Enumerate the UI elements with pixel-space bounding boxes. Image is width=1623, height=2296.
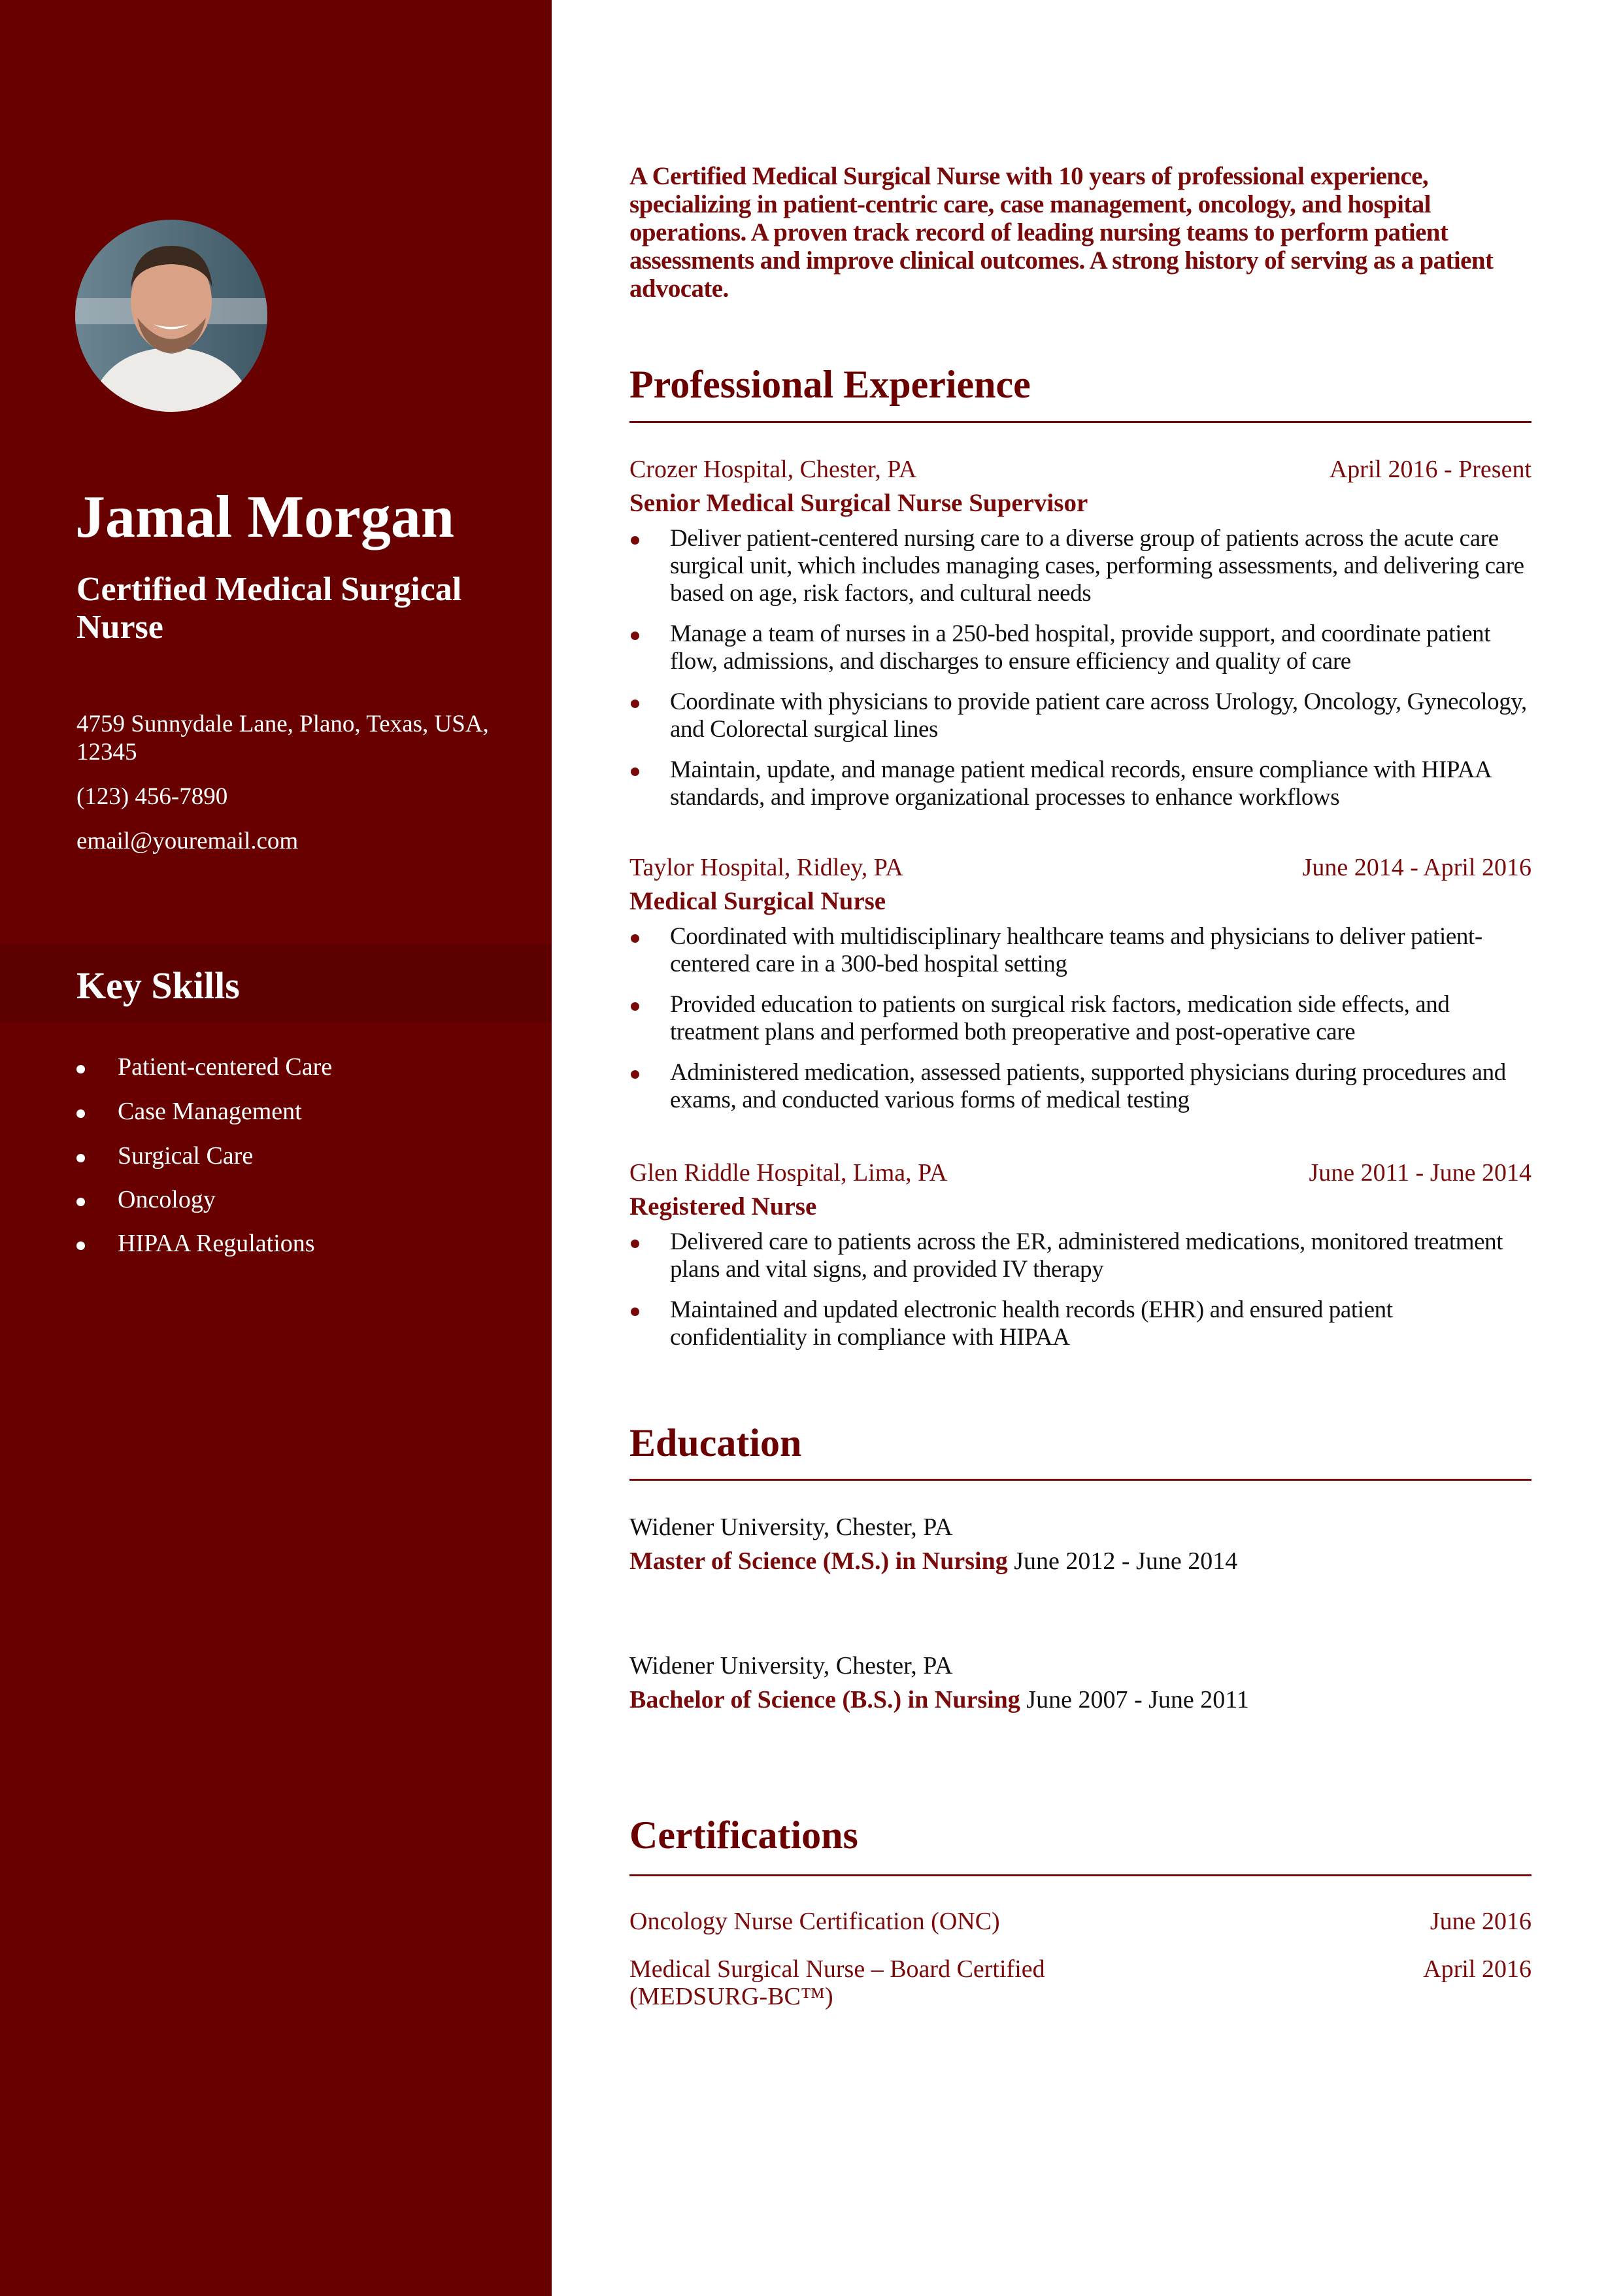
education-entry xyxy=(629,1649,1531,1717)
school: Widener University, Chester, PA xyxy=(629,1652,953,1680)
bullet-icon xyxy=(631,700,639,708)
candidate-name: Jamal Morgan xyxy=(75,483,455,550)
certification-name: Oncology Nurse Certification (ONC) xyxy=(629,1908,1000,1935)
degree: Bachelor of Science (B.S.) in Nursing xyxy=(629,1686,1020,1714)
bullet-icon xyxy=(631,934,639,943)
skills-heading: Key Skills xyxy=(76,964,240,1007)
job-bullet xyxy=(629,1228,1531,1283)
job-bullets xyxy=(629,525,1531,811)
bullet-icon xyxy=(631,632,639,640)
job-bullet xyxy=(629,756,1531,811)
job-dates: June 2014 - April 2016 xyxy=(1302,854,1531,881)
job-title: Senior Medical Surgical Nurse Supervisor xyxy=(629,489,1088,517)
bullet-text: Coordinated with multidisciplinary healthcare teams and physicians to deliver patient-centered care in a 300-bed hospital setting xyxy=(670,923,1482,977)
bullet-text: Delivered care to patients across the ER, administered medications, monitored treatment plans and vital signs, and provided IV therapy xyxy=(670,1228,1503,1283)
education-dates: June 2012 - June 2014 xyxy=(1014,1547,1238,1575)
divider xyxy=(629,1479,1531,1481)
email: email@youremail.com xyxy=(76,828,299,854)
profile-photo xyxy=(75,220,267,412)
job-entry xyxy=(629,851,1531,1127)
certification-entry xyxy=(629,1955,1531,2010)
bullet-icon xyxy=(631,536,639,545)
summary: A Certified Medical Surgical Nurse with 10 years of professional experience, specializing in patient-centric care, case management, oncology, and hospital operations. A proven track record of leading nursing teams to perform patient assessments and improve clinical outcomes. A strong history of serving as a patient advocate. xyxy=(629,162,1494,303)
education-heading: Education xyxy=(629,1421,802,1464)
certification-date: April 2016 xyxy=(1423,1955,1531,1983)
bullet-icon xyxy=(631,1308,639,1316)
job-bullet xyxy=(629,620,1531,675)
sidebar xyxy=(0,0,552,2296)
bullet-icon xyxy=(76,1241,85,1250)
education-dates: June 2007 - June 2011 xyxy=(1026,1686,1249,1714)
bullet-icon xyxy=(76,1154,85,1162)
bullet-icon xyxy=(631,1240,639,1248)
bullet-icon xyxy=(631,768,639,776)
job-bullet xyxy=(629,923,1531,978)
job-bullet xyxy=(629,688,1531,743)
job-title: Registered Nurse xyxy=(629,1192,817,1221)
bullet-text: Coordinate with physicians to provide patient care across Urology, Oncology, Gynecology, and Colorectal surgical lines xyxy=(670,688,1527,743)
divider xyxy=(629,1874,1531,1876)
job-title: Medical Surgical Nurse xyxy=(629,887,886,915)
job-dates: June 2011 - June 2014 xyxy=(1309,1159,1531,1187)
certifications-heading: Certifications xyxy=(629,1814,858,1857)
certification-name: Medical Surgical Nurse – Board Certified (MEDSURG-BC™) xyxy=(629,1955,1045,2010)
bullet-icon xyxy=(76,1198,85,1206)
job-bullets xyxy=(629,923,1531,1114)
experience-heading: Professional Experience xyxy=(629,363,1031,406)
education-entry xyxy=(629,1510,1531,1578)
skill-item: Surgical Care xyxy=(76,1141,253,1170)
phone: (123) 456-7890 xyxy=(76,783,228,810)
bullet-text: Deliver patient-centered nursing care to a diverse group of patients across the acute care surgical unit, which includes managing cases, performing assessments, and delivering care based on age, risk factors, and cultural needs xyxy=(670,525,1524,607)
certification-entry xyxy=(629,1908,1531,1935)
bullet-text: Maintained and updated electronic health records (EHR) and ensured patient confidentiality in compliance with HIPAA xyxy=(670,1296,1393,1351)
employer: Glen Riddle Hospital, Lima, PA xyxy=(629,1159,948,1187)
job-dates: April 2016 - Present xyxy=(1329,456,1531,483)
skill-item: HIPAA Regulations xyxy=(76,1229,315,1258)
job-bullet xyxy=(629,525,1531,607)
bullet-text: Manage a team of nurses in a 250-bed hospital, provide support, and coordinate patient flow, admissions, and discharges to ensure efficiency and quality of care xyxy=(670,620,1491,675)
job-bullet xyxy=(629,1059,1531,1114)
bullet-icon xyxy=(631,1070,639,1079)
bullet-text: Administered medication, assessed patients, supported physicians during procedures and exams, and conducted various forms of medical testing xyxy=(670,1059,1506,1113)
address: 4759 Sunnydale Lane, Plano, Texas, USA, 12345 xyxy=(76,711,489,766)
skill-item: Patient-centered Care xyxy=(76,1053,332,1081)
bullet-icon xyxy=(76,1109,85,1118)
job-entry xyxy=(629,453,1531,824)
bullet-text: Maintain, update, and manage patient medical records, ensure compliance with HIPAA standards, and improve organizational processes to enhance workflows xyxy=(670,756,1491,811)
skill-item: Oncology xyxy=(76,1185,216,1214)
skill-item: Case Management xyxy=(76,1097,302,1126)
job-bullets xyxy=(629,1228,1531,1351)
job-bullet xyxy=(629,991,1531,1046)
job-bullet xyxy=(629,1296,1531,1351)
bullet-icon xyxy=(631,1002,639,1011)
bullet-text: Provided education to patients on surgical risk factors, medication side effects, and treatment plans and performed both preoperative and post-operative care xyxy=(670,991,1450,1045)
candidate-title: Certified Medical Surgical Nurse xyxy=(76,571,462,646)
employer: Crozer Hospital, Chester, PA xyxy=(629,456,917,483)
degree: Master of Science (M.S.) in Nursing xyxy=(629,1547,1008,1575)
employer: Taylor Hospital, Ridley, PA xyxy=(629,854,903,881)
divider xyxy=(629,421,1531,423)
job-entry xyxy=(629,1156,1531,1364)
certification-date: June 2016 xyxy=(1430,1908,1531,1935)
school: Widener University, Chester, PA xyxy=(629,1513,953,1541)
bullet-icon xyxy=(76,1065,85,1073)
